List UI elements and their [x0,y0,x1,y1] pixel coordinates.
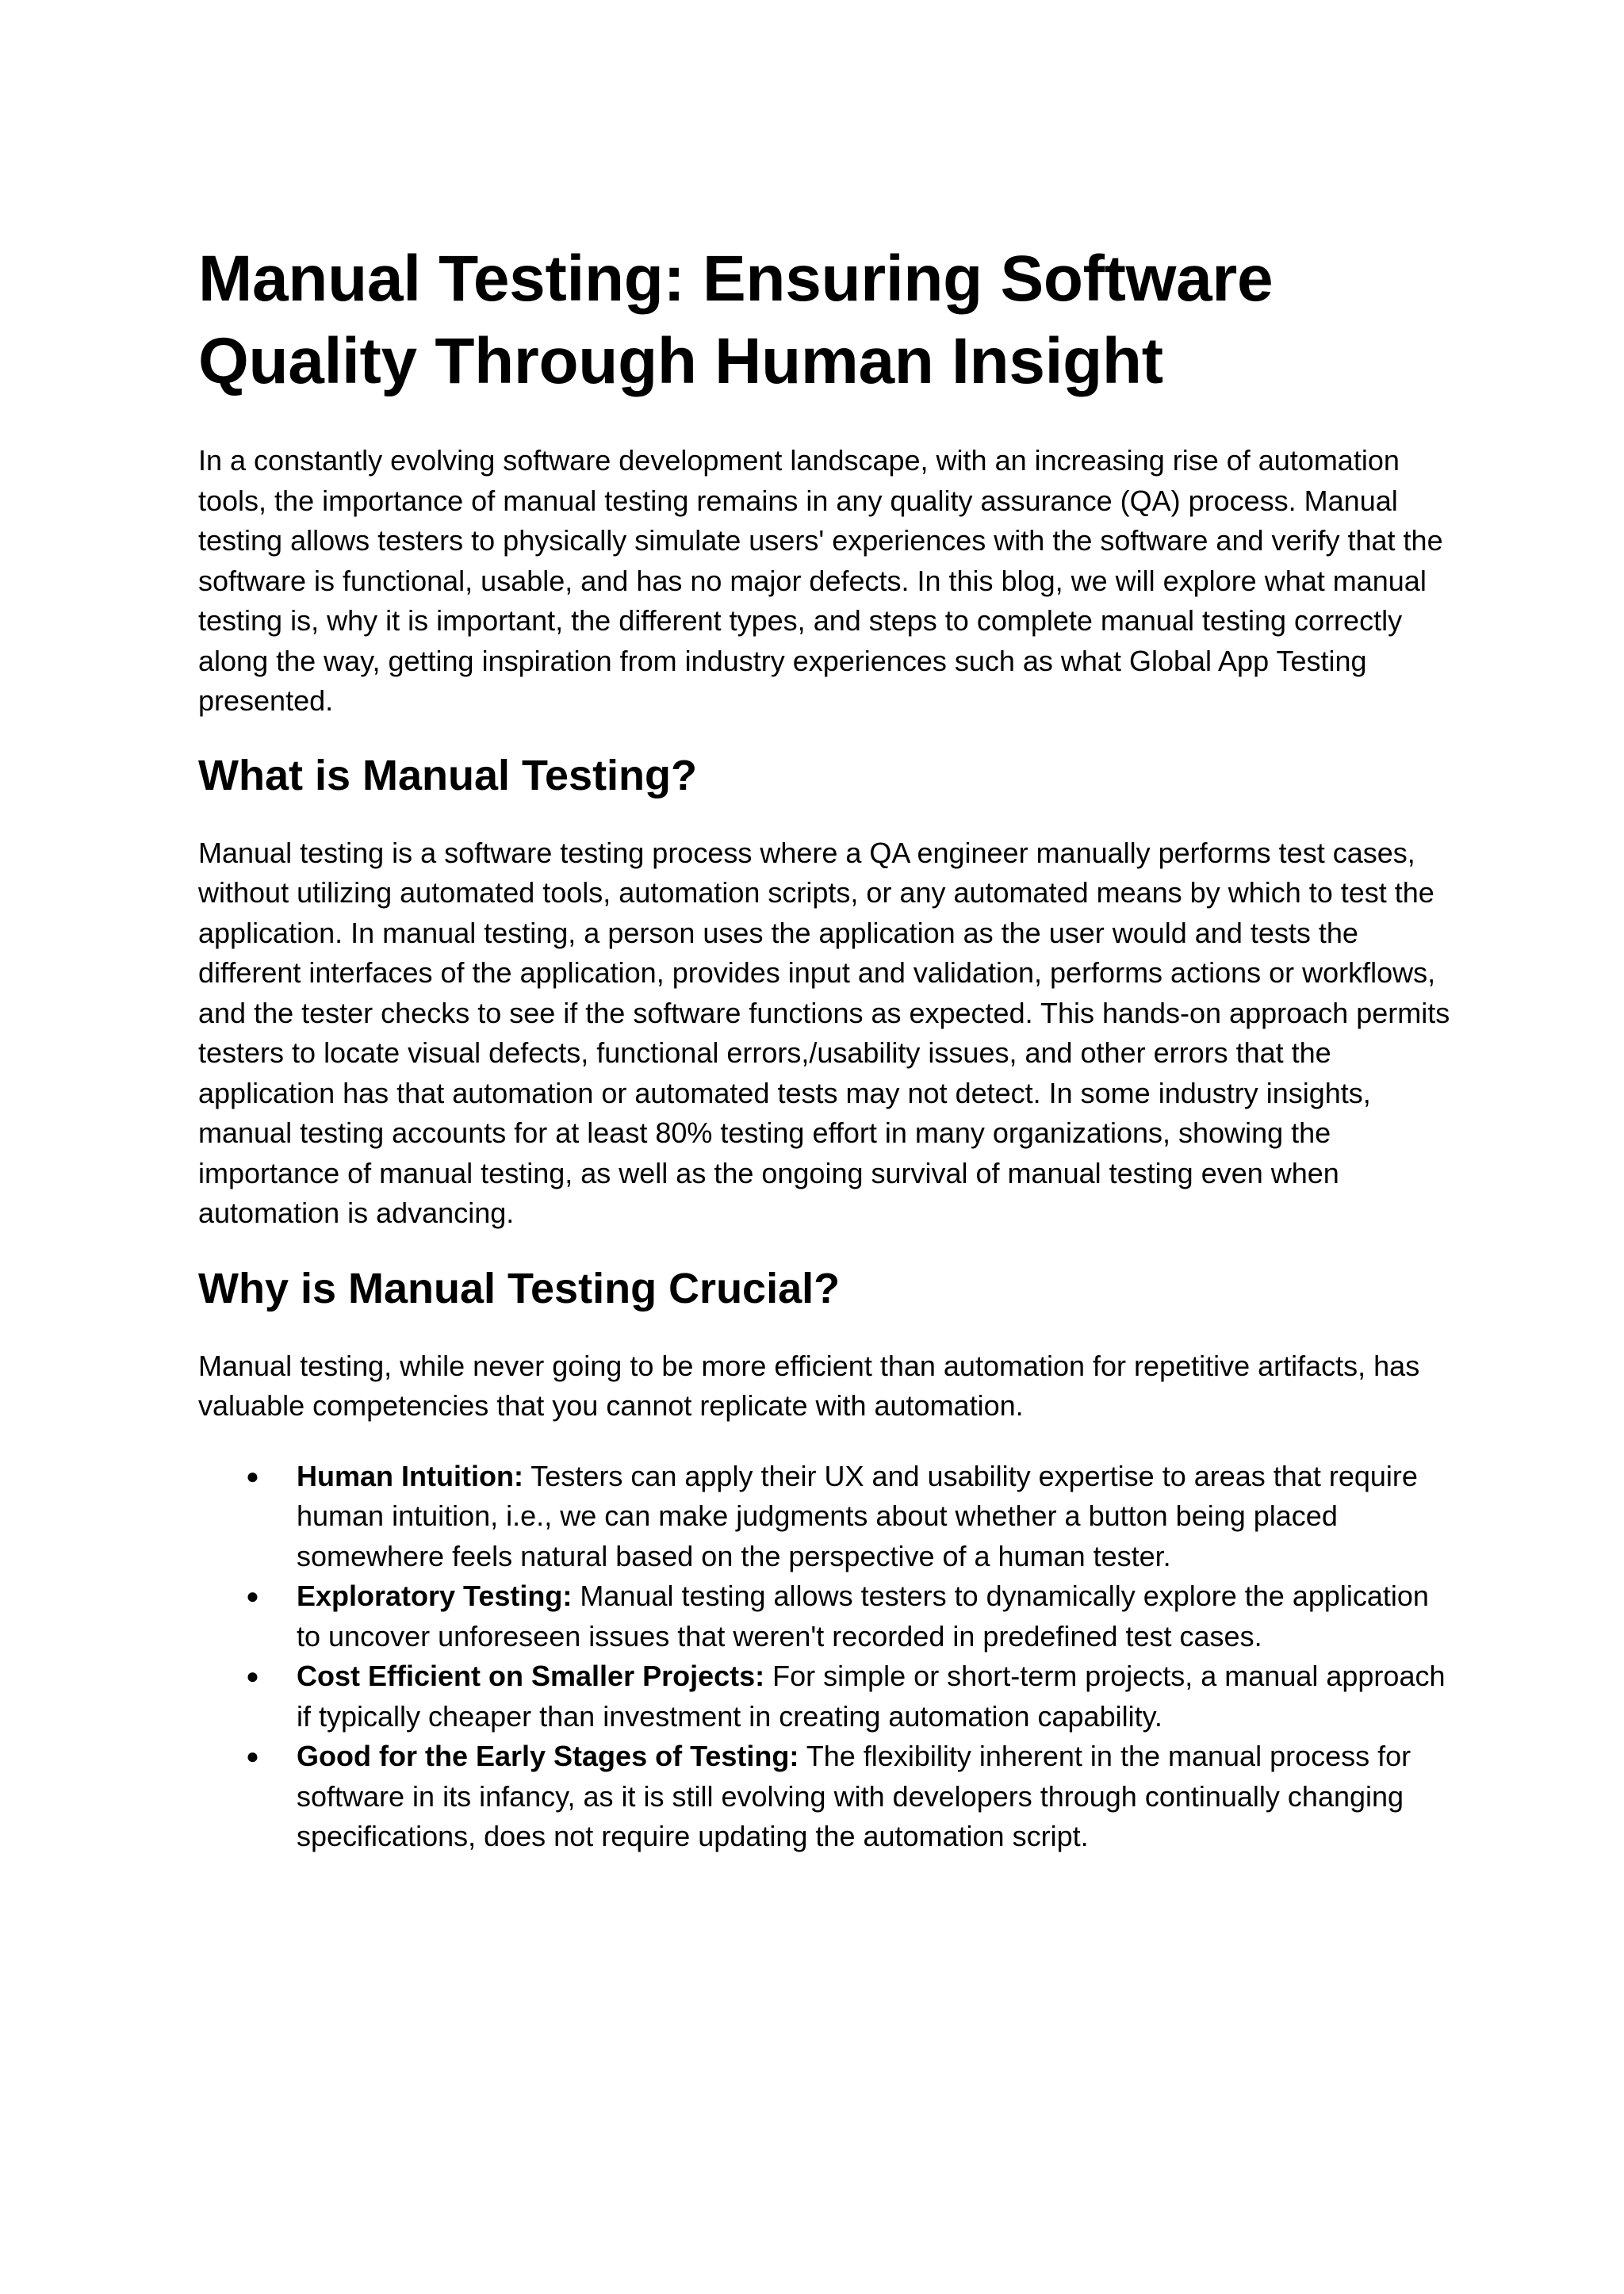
document-page [198,238,1451,1857]
list-item-text: For simple or short-term projects, a manual approach if typically cheaper than investment in creating automation capability. [297,1660,1446,1733]
list-item [198,1737,1451,1857]
bullet-icon: ● [246,1664,259,1688]
page-title: Manual Testing: Ensuring Software Quality Through Human Insight [198,243,1274,397]
intro-paragraph: In a constantly evolving software development landscape, with an increasing rise of automation tools, the importance of manual testing remains in any quality assurance (QA) process. Manual testing allows testers to physically simulate users' experiences with the software and verify that the software is functional, usable, and has no major defects. In this blog, we will explore what manual testing is, why it is important, the different types, and steps to complete manual testing correctly along the way, getting inspiration from industry experiences such as what Global App Testing presented. [198,444,1443,717]
list-item-term: Good for the Early Stages of Testing: [297,1740,799,1772]
list-item-text: Manual testing allows testers to dynamically explore the application to uncover unforeseen issues that weren't recorded in predefined test cases. [297,1580,1429,1653]
list-item [198,1656,1451,1737]
section-body-why-manual-testing-crucial: Manual testing, while never going to be more efficient than automation for repetitive artifacts, has valuable competencies that you cannot replicate with automation. [198,1349,1420,1422]
benefits-list [198,1457,1451,1857]
bullet-icon: ● [246,1463,259,1488]
list-item-term: Human Intuition: [297,1459,523,1492]
list-item-term: Exploratory Testing: [297,1580,573,1612]
list-item-text: Testers can apply their UX and usability expertise to areas that require human intuition, i.e., we can make judgments about whether a button being placed somewhere feels natural based on the perspective of a human tester. [297,1459,1418,1572]
list-item-text: The flexibility inherent in the manual process for software in its infancy, as it is still evolving with developers through continually changing specifications, does not require updating the automation script. [297,1740,1411,1852]
list-item [198,1457,1451,1577]
list-item-term: Cost Efficient on Smaller Projects: [297,1660,765,1692]
bullet-icon: ● [246,1744,259,1768]
section-body-what-is-manual-testing: Manual testing is a software testing process where a QA engineer manually performs test cases, without utilizing automated tools, automation scripts, or any automated means by which to test the application. In manual testing, a person uses the application as the user would and tests the different interfaces of the application, provides input and validation, performs actions or workflows, and the tester checks to see if the software functions as expected. This hands-on approach permits testers to locate visual defects, functional errors,/usability issues, and other errors that the application has that automation or automated tests may not detect. In some industry insights, manual testing accounts for at least 80% testing effort in many organizations, showing the importance of manual testing, as well as the ongoing survival of manual testing even when automation is advancing. [198,836,1450,1229]
section-heading-why-manual-testing-crucial: Why is Manual Testing Crucial? [198,1264,841,1312]
list-item [198,1576,1451,1656]
section-heading-what-is-manual-testing: What is Manual Testing? [198,751,698,799]
bullet-icon: ● [246,1584,259,1608]
